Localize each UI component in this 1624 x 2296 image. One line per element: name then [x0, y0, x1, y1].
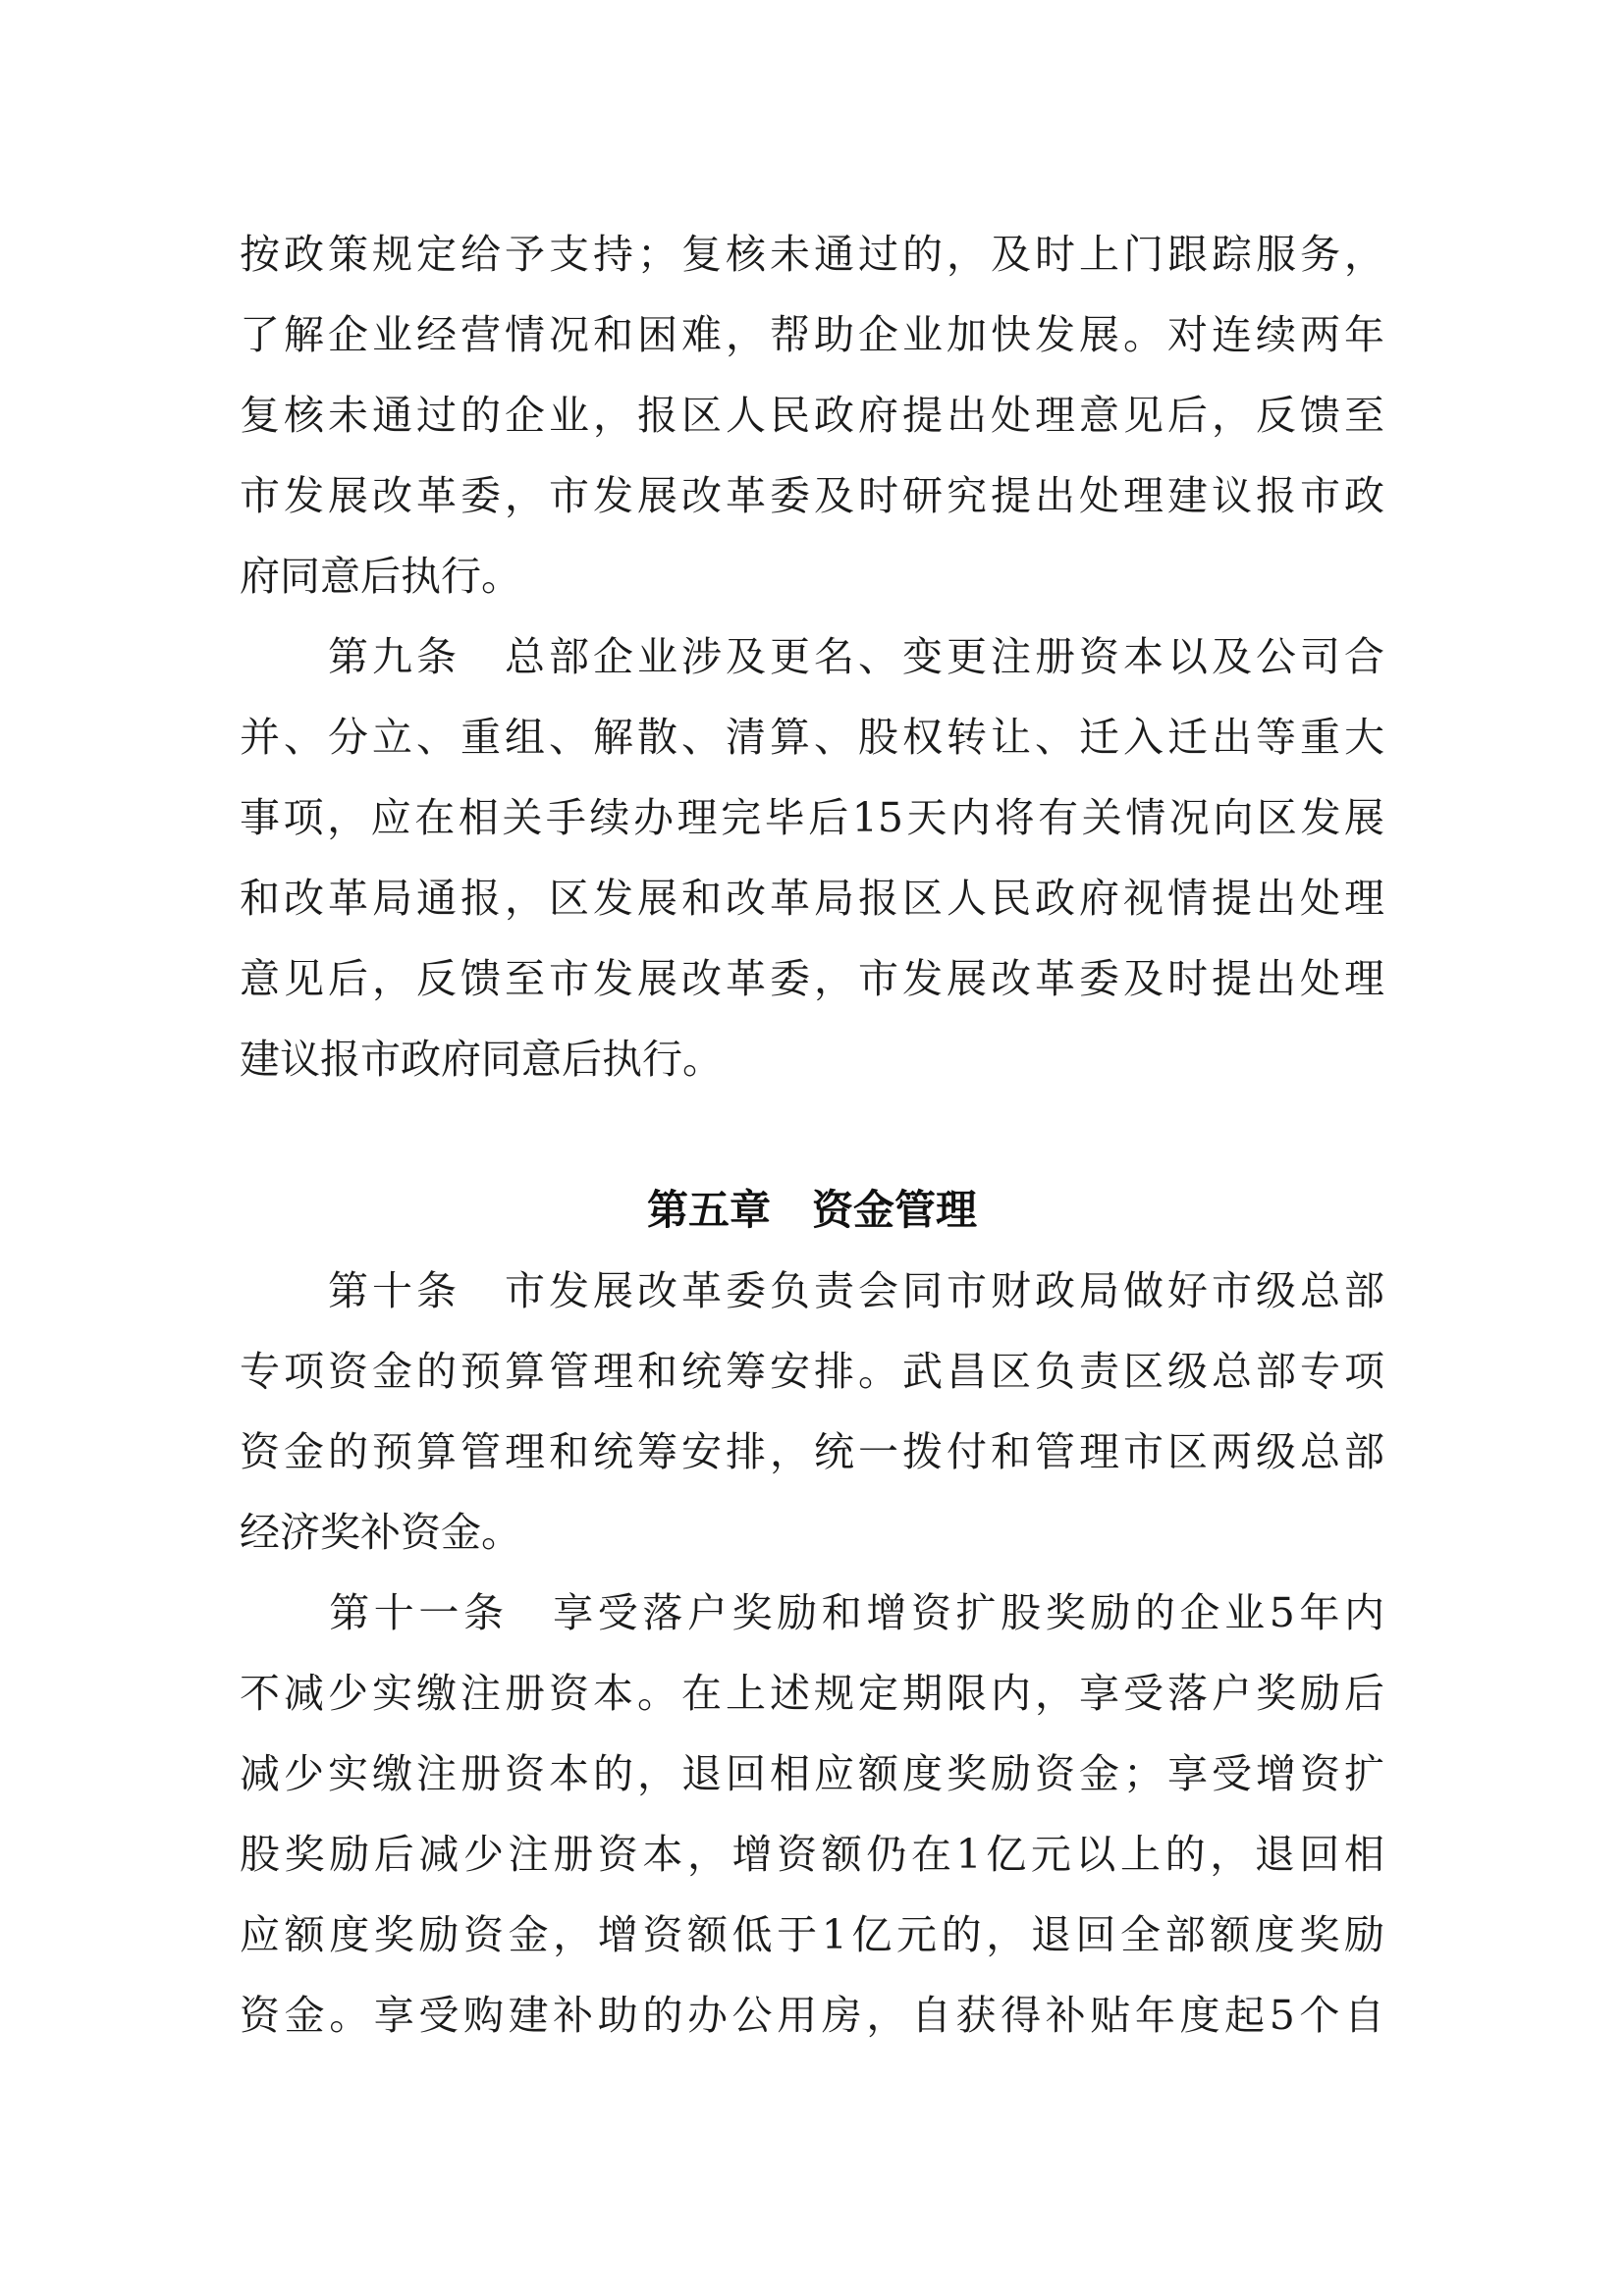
text-line: 专项资金的预算管理和统筹安排。武昌区负责区级总部专项: [240, 1348, 1384, 1395]
text-line: 并、分立、重组、解散、清算、股权转让、迁入迁出等重大: [240, 714, 1384, 761]
text-line: 资金的预算管理和统筹安排，统一拨付和管理市区两级总部: [240, 1428, 1384, 1475]
text-line: 不减少实缴注册资本。在上述规定期限内，享受落户奖励后: [240, 1670, 1384, 1717]
text-line: 了解企业经营情况和困难，帮助企业加快发展。对连续两年: [240, 311, 1384, 358]
continuation-paragraph: [240, 214, 1384, 616]
text-line: 事项，应在相关手续办理完毕后15天内将有关情况向区发展: [240, 794, 1384, 841]
text-line: 第九条 总部企业涉及更名、变更注册资本以及公司合: [240, 633, 1384, 680]
text-line: 经济奖补资金。: [240, 1509, 521, 1556]
text-line: 第十一条 享受落户奖励和增资扩股奖励的企业5年内: [240, 1589, 1384, 1636]
text-line: 和改革局通报，区发展和改革局报区人民政府视情提出处理: [240, 875, 1384, 922]
text-line: 复核未通过的企业，报区人民政府提出处理意见后，反馈至: [240, 392, 1384, 439]
text-line: 建议报市政府同意后执行。: [240, 1036, 723, 1083]
text-line: 市发展改革委，市发展改革委及时研究提出处理建议报市政: [240, 472, 1384, 519]
chapter-heading: 第五章 资金管理: [646, 1186, 977, 1234]
text-line: 府同意后执行。: [240, 553, 521, 600]
spacer: [240, 1099, 1384, 1170]
article-9-paragraph: [240, 616, 1384, 1099]
text-line: 第十条 市发展改革委负责会同市财政局做好市级总部: [240, 1267, 1384, 1314]
document-body: [240, 214, 1384, 2056]
text-line: 意见后，反馈至市发展改革委，市发展改革委及时提出处理: [240, 955, 1384, 1002]
article-11-paragraph: [240, 1573, 1384, 2056]
article-10-paragraph: [240, 1251, 1384, 1573]
text-line: 应额度奖励资金，增资额低于1亿元的，退回全部额度奖励: [240, 1911, 1384, 1958]
text-line: 按政策规定给予支持；复核未通过的，及时上门跟踪服务，: [240, 231, 1384, 278]
text-line: 股奖励后减少注册资本，增资额仍在1亿元以上的，退回相: [240, 1831, 1384, 1878]
text-line: 减少实缴注册资本的，退回相应额度奖励资金；享受增资扩: [240, 1750, 1384, 1797]
text-line: 资金。享受购建补助的办公用房，自获得补贴年度起5个自: [240, 1992, 1384, 2039]
